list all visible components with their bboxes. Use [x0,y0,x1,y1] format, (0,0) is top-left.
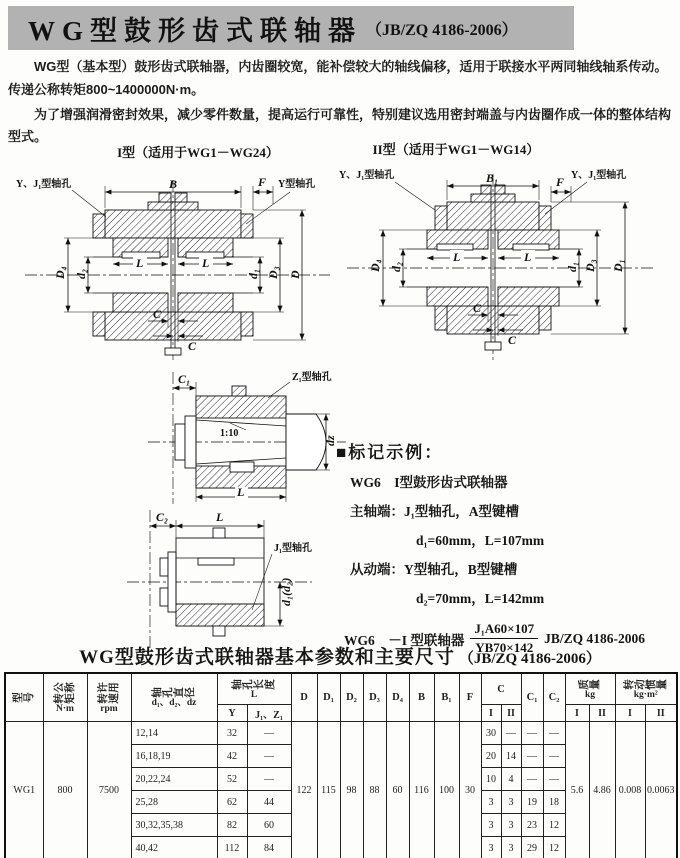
dim-label-D4: D₄ [53,266,67,279]
formula-suffix: JB/ZQ 4186-2006 [544,630,645,646]
bore-diameter-cell: 12,14 [131,722,217,745]
header-D4: D₄ [386,673,409,722]
dim-label-d2: d₂ [74,268,88,279]
dim-label-F: F [556,175,565,189]
bore-diameter-cell: 40,42 [131,837,217,858]
length-JZ-cell: — [247,745,291,768]
C1-cell: 19 [521,791,543,814]
figure1-caption: I型（适用于WG1－WG24） [117,145,279,160]
dim-label-d1d2: d₁(d₂) [279,577,293,606]
dim-label-C2: C₂ [156,510,169,524]
bore-diameter-cell: 30,32,35,38 [131,814,217,837]
D1-cell: 115 [317,722,340,858]
model-cell: WG1 [5,722,43,858]
figure-type2-drawing [335,156,665,366]
header-bore-length: 轴 孔 长 度 L [217,673,291,705]
dimension-C2 [150,510,176,538]
j1-bore-label: J₁型轴孔 [274,543,312,554]
table-title-text: WG型鼓形齿式联轴器基本参数和主要尺寸 [79,647,455,668]
header-C-I: I [481,705,501,722]
header-speed: 许 用 转 速 rpm [87,673,131,722]
header-J1Z1: J₁、Z₁ [247,705,291,722]
figure-type1-drawing [10,160,340,365]
z1-bore-label: Z₁型轴孔 [292,372,332,383]
speed-cell: 7500 [87,722,131,858]
C2-cell: 12 [543,814,565,837]
F-cell: 30 [459,722,481,858]
B-cell: 116 [409,722,434,858]
torque-cell: 800 [43,722,87,858]
bore-diameter-cell: 25,28 [131,791,217,814]
header-torque: 公 称 转 矩 N·m [43,673,87,722]
standard-number: （JB/ZQ 4186-2006） [366,21,518,39]
length-Y-cell: 82 [217,814,247,837]
C2-cell: — [543,722,565,745]
marking-line-5: d₂=70mm，L=142mm [416,591,545,606]
C-I-cell: 10 [481,768,501,791]
left-bore-label: Y、J₁型轴孔 [339,170,395,181]
dim-label-D: D [288,270,302,279]
marking-example [336,438,680,656]
bore-diameter-cell: 20,22,24 [131,768,217,791]
header-B1: B₁ [434,673,459,722]
length-Y-cell: 112 [217,837,247,858]
header-D: D [291,673,317,722]
header-F: F [459,673,481,722]
intro-paragraph-2: 为了增强润滑密封效果，减少零件数量，提高运行可靠性，特别建议选用密封端盖与内齿圈作成一体的整体结构型式。 [8,106,672,145]
dim-label-D1: D₁ [611,259,625,272]
D3-cell: 88 [363,722,386,858]
header-Y: Y [217,705,247,722]
header-C-II: II [501,705,521,722]
dim-label-L: L [524,250,532,264]
spec-table [4,672,678,858]
header-model: 型 号 [5,673,43,722]
C1-cell: — [521,745,543,768]
D4-cell: 60 [386,722,409,858]
marking-heading-text: 标记示例： [348,443,444,462]
mass-I-cell: 5.6 [565,722,589,858]
header-D1: D₁ [317,673,340,722]
page-title: WG型鼓形齿式联轴器 [28,15,363,46]
intro-paragraph-1: WG型（基本型）鼓形齿式联轴器，内齿圈较宽，能补偿较大的轴线偏移，适用于联接水平两同轴线轴系传动。传递公称转矩800~1400000N·m。 [8,59,668,97]
length-JZ-cell: 84 [247,837,291,858]
square-bullet-icon: ■ [336,443,349,462]
left-bore-label: Y、J₁型轴孔 [16,179,72,190]
dim-label-C1: C₁ [178,372,191,386]
header-D3: D₃ [363,673,386,722]
C2-cell: — [543,745,565,768]
table-row [5,722,677,745]
dimension-d1d2 [264,578,293,626]
length-JZ-cell: — [247,768,291,791]
figure-j1-bore-drawing [112,506,352,651]
dim-label-D3: D₃ [583,259,597,272]
dim-label-L: L [216,510,224,524]
header-C1: C₁ [521,673,543,722]
formula-prefix: WG6 －I 型联轴器 [344,632,465,648]
length-JZ-cell: 60 [247,814,291,837]
header-inertia-II: II [645,705,677,722]
header-C2: C₂ [543,673,565,722]
dim-label-C: C [188,339,197,353]
C-I-cell: 3 [481,814,501,837]
dim-label-B: B [169,177,178,191]
C1-cell: — [521,768,543,791]
table-title [0,642,680,669]
header-mass: 质 量 kg [565,673,615,705]
dim-label-B1: B₁ [486,171,499,185]
length-JZ-cell: — [247,722,291,745]
length-Y-cell: 42 [217,745,247,768]
dim-label-C: C [473,301,482,315]
marking-line-1: WG6 I型鼓形齿式联轴器 [350,475,508,490]
inertia-I-cell: 0.008 [615,722,645,858]
marking-heading [336,438,680,463]
dim-label-L: L [202,256,210,270]
header-mass-I: I [565,705,589,722]
C-I-cell: 20 [481,745,501,768]
dim-label-D4: D₄ [368,259,382,272]
mass-II-cell: 4.86 [589,722,615,858]
dim-label-d2: d₂ [389,261,403,272]
dim-label-C: C [153,307,162,321]
D-cell: 122 [291,722,317,858]
header-B: B [409,673,434,722]
dimension-C1 [173,372,196,396]
marking-line-4: 从动端：Y型轴孔，B型键槽 [350,562,518,577]
C-II-cell: 3 [501,814,521,837]
length-Y-cell: 32 [217,722,247,745]
dim-label-L: L [237,485,245,499]
header-inertia: 转 动 惯 量 kg·m² [615,673,677,705]
D2-cell: 98 [340,722,363,858]
header-inertia-I: I [615,705,645,722]
C-II-cell: 14 [501,745,521,768]
dimension-F [253,175,273,210]
C-II-cell: 3 [501,837,521,858]
B1-cell: 100 [434,722,459,858]
length-JZ-cell: 44 [247,791,291,814]
header-D2: D₂ [340,673,363,722]
C-I-cell: 3 [481,837,501,858]
taper-ratio-label: 1:10 [220,428,239,439]
right-bore-label: Y、J₁型轴孔 [571,170,627,181]
C2-cell: 18 [543,791,565,814]
dim-label-F: F [258,175,267,189]
hub-body [175,386,326,488]
figure-z1-bore-drawing [118,366,353,506]
dim-label-C: C [508,333,517,347]
bore-diameter-cell: 16,18,19 [131,745,217,768]
C1-cell: 29 [521,837,543,858]
marking-line-2: 主轴端：J₁型轴孔，A型键槽 [350,504,520,519]
dimension-F [551,175,571,202]
table-title-standard: （JB/ZQ 4186-2006） [458,651,601,667]
intro-text [8,56,672,151]
dim-label-L: L [136,256,144,270]
C-II-cell: 3 [501,791,521,814]
figure2-caption: II型（适用于WG1－WG14） [372,142,540,157]
formula-denominator: YB70×142 [475,640,534,655]
C-I-cell: 3 [481,791,501,814]
dimension-L-left [427,250,488,264]
C1-cell: — [521,722,543,745]
title-bar [8,6,574,50]
dim-label-d1: d₁ [565,261,579,272]
header-bore-diameter: 轴 孔 直 径 d₁、d₂、dz [131,673,217,722]
C1-cell: 23 [521,814,543,837]
taper-label [220,423,246,439]
length-Y-cell: 62 [217,791,247,814]
dim-label-dz: dz [323,435,337,446]
inertia-II-cell: 0.0063 [645,722,677,858]
right-bore-label: Y型轴孔 [278,179,316,190]
dim-label-d1: d₁ [246,268,260,279]
marking-line-3: d₁=60mm，L=107mm [416,533,545,548]
header-mass-II: II [589,705,615,722]
C-I-cell: 30 [481,722,501,745]
C2-cell: 12 [543,837,565,858]
header-C: C [481,673,521,705]
dim-label-L: L [453,250,461,264]
formula-numerator: J₁A60×107 [470,621,538,639]
C-II-cell: — [501,722,521,745]
dim-label-D3: D₃ [266,266,280,279]
bore-leader [268,370,332,398]
dimension-L-right [498,250,559,264]
length-Y-cell: 52 [217,768,247,791]
C2-cell: — [543,768,565,791]
C-II-cell: 4 [501,768,521,791]
